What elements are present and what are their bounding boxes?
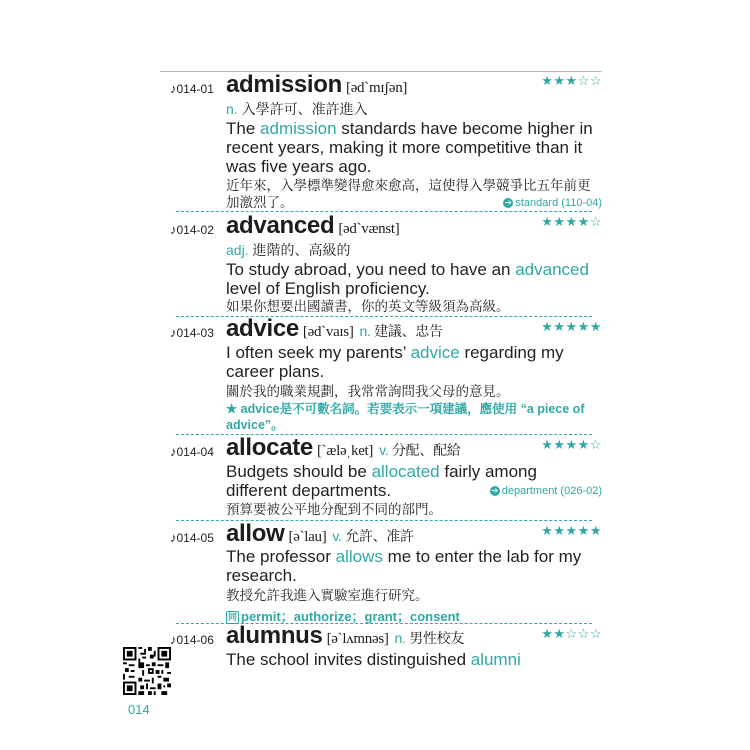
definition: adj. 進階的、高級的 — [226, 242, 351, 258]
entry-number: ♪014-03 — [170, 325, 214, 340]
translation: 關於我的職業規劃，我常常詢問我父母的意見。 — [226, 384, 510, 399]
example-sentence: To study abroad, you need to have an advanced level of English proficiency. — [226, 260, 589, 298]
translation: 教授允許我進入實驗室進行研究。 — [226, 588, 429, 603]
cross-reference[interactable]: ➔ department (026-02) — [491, 485, 602, 497]
definition: v. 分配、配給 — [379, 442, 461, 458]
synonym-mark: 同 — [227, 612, 237, 623]
entry-number: ♪014-01 — [170, 81, 214, 96]
importance-stars: ★★★★★ — [541, 319, 602, 334]
translation: 近年來，入學標準變得愈來愈高，這使得入學競爭比五年前更加激烈了。 — [226, 178, 591, 210]
entry-number: ♪014-02 — [170, 222, 214, 237]
phonetic: [əd`vænst] — [338, 221, 400, 237]
example-sentence: The school invites distinguished alumni — [226, 650, 521, 669]
cross-reference[interactable]: ➔ standard (110-04) — [505, 197, 602, 209]
music-note-icon[interactable]: ♪ — [170, 81, 177, 96]
example-sentence: I often seek my parents’ advice regarding my career plans. — [226, 343, 564, 381]
importance-stars: ★★★★★ — [541, 523, 602, 538]
importance-stars: ★★☆☆☆ — [541, 626, 602, 641]
definition: n. 建議、忠告 — [359, 323, 443, 339]
importance-stars: ★★★★☆ — [541, 437, 602, 452]
translation: 如果你想要出國讀書，你的英文等級須為高級。 — [226, 299, 510, 314]
headword: advice [əd`vaɪs] n. 建議、忠告 — [226, 315, 443, 342]
phonetic: [ə`lau] — [288, 529, 327, 545]
example-sentence: Budgets should be allocated fairly among different departments. — [226, 462, 537, 500]
headword: advanced [əd`vænst] — [226, 212, 400, 239]
arrow-circle-icon: ➔ — [505, 198, 512, 208]
example-sentence: The admission standards have become higher in recent years, making it more competitive than it was five years ago. — [226, 119, 593, 176]
synonyms: 同 permit；authorize；grant；consent — [227, 609, 460, 624]
definition: n. 入學許可、准許進入 — [226, 101, 368, 117]
headword: admission [əd`mɪʃən] — [226, 71, 408, 98]
music-note-icon[interactable]: ♪ — [170, 222, 177, 237]
phonetic: [`æləˌket] — [316, 443, 374, 459]
phonetic: [əd`vaɪs] — [302, 324, 354, 340]
headword: allow [ə`lau] v. 允許、准許 — [226, 520, 414, 547]
definition: v. 允許、准許 — [332, 528, 414, 544]
music-note-icon[interactable]: ♪ — [170, 530, 177, 545]
page-number: 014 — [128, 702, 150, 717]
importance-stars: ★★★☆☆ — [541, 73, 602, 88]
arrow-circle-icon: ➔ — [491, 486, 499, 496]
music-note-icon[interactable]: ♪ — [170, 325, 177, 340]
headword: allocate [`æləˌket] v. 分配、配給 — [226, 434, 461, 461]
music-note-icon[interactable]: ♪ — [170, 444, 177, 459]
entry-number: ♪014-06 — [170, 632, 214, 647]
translation: 預算要被公平地分配到不同的部門。 — [226, 502, 442, 517]
phonetic: [əd`mɪʃən] — [346, 80, 408, 96]
entry-number: ♪014-04 — [170, 444, 214, 459]
entry-number: ♪014-05 — [170, 530, 214, 545]
headword: alumnus [ə`lʌmnəs] n. 男性校友 — [226, 622, 465, 649]
example-sentence: The professor allows me to enter the lab for my research. — [226, 547, 582, 585]
definition: n. 男性校友 — [394, 630, 465, 646]
qr-code-icon[interactable] — [123, 647, 171, 695]
phonetic: [ə`lʌmnəs] — [326, 631, 389, 647]
usage-tip: ★ advice是不可數名詞。若要表示一項建議，應使用 “a piece of advice”。 — [226, 402, 585, 432]
music-note-icon[interactable]: ♪ — [170, 632, 177, 647]
importance-stars: ★★★★☆ — [541, 214, 602, 229]
